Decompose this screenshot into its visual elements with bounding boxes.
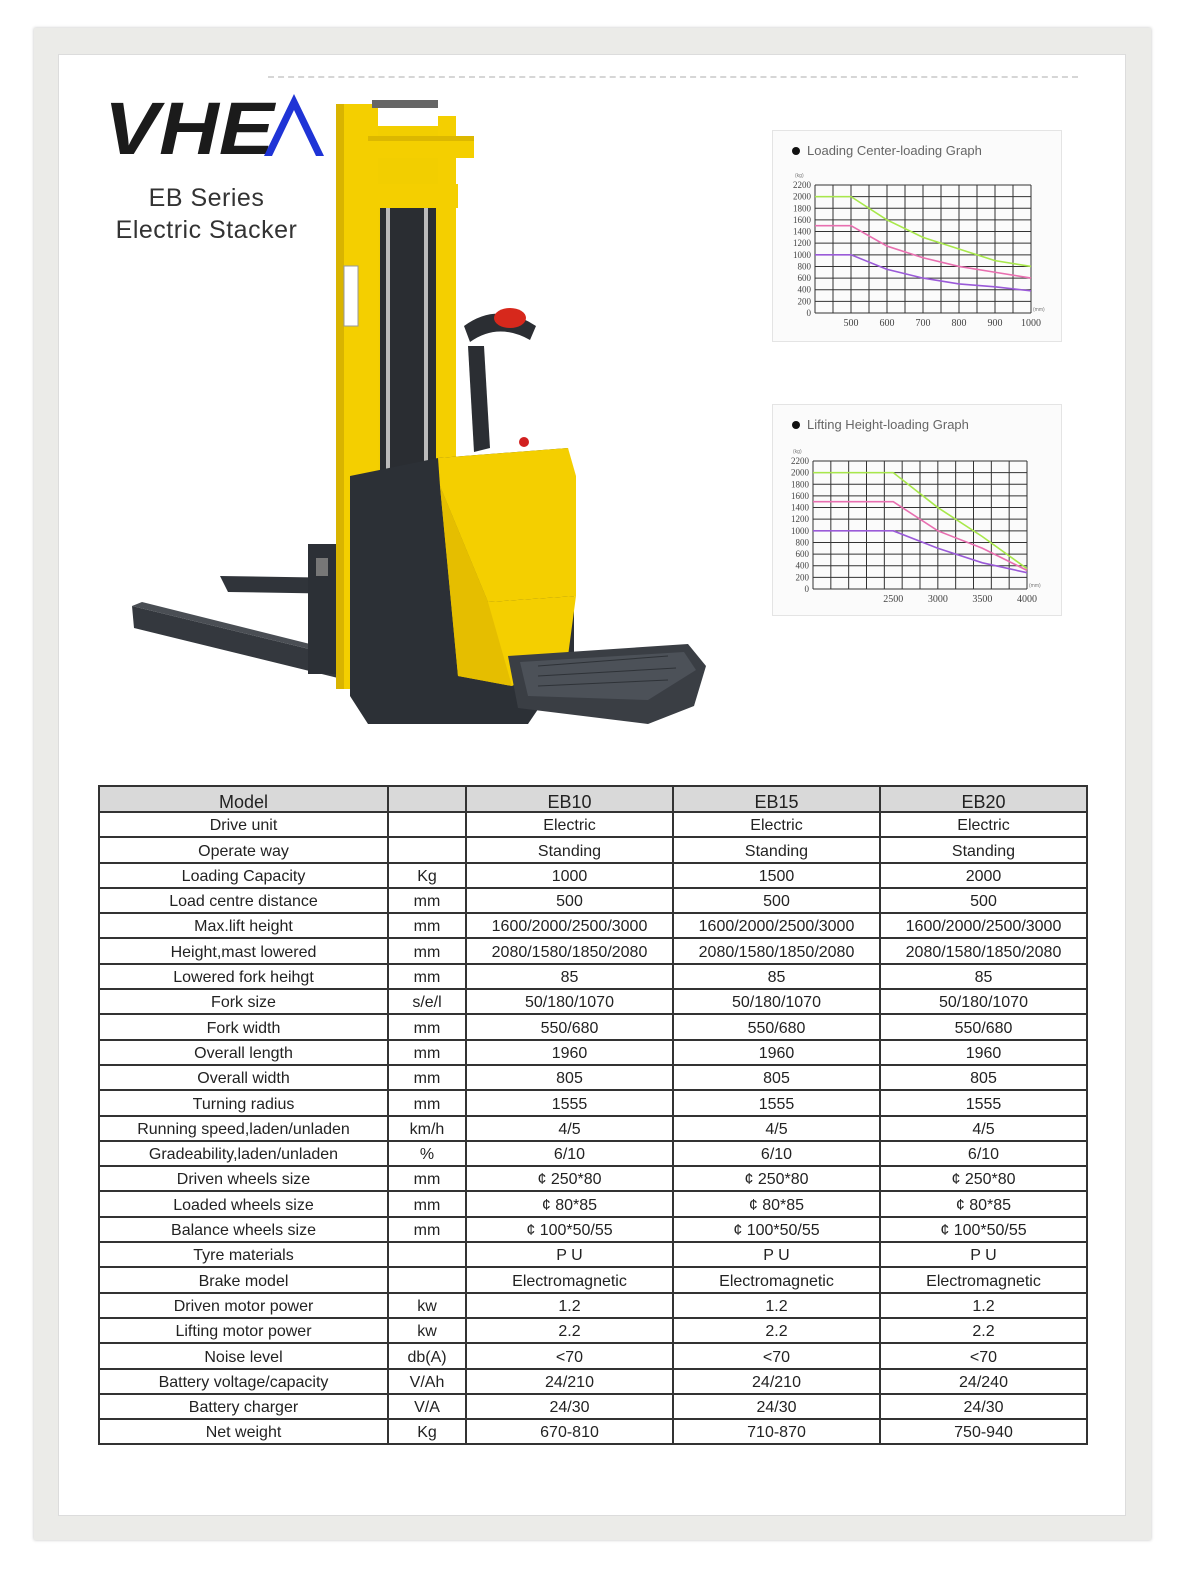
y-tick-label: 400 [797,284,811,295]
table-cell: % [388,1141,466,1166]
table-row [99,1419,1087,1444]
table-cell [388,837,466,862]
y-tick-label: 2000 [791,467,809,478]
series-title: EB Series [148,184,265,212]
table-cell: 1600/2000/2500/3000 [466,913,673,938]
table-row [99,812,1087,837]
table-cell: 4/5 [466,1116,673,1141]
table-cell: <70 [466,1343,673,1368]
table-cell: <70 [880,1343,1087,1368]
table-cell: 50/180/1070 [466,989,673,1014]
graph-title: Lifting Height-loading Graph [807,417,969,432]
table-cell: 24/30 [880,1394,1087,1419]
y-tick-label: 1000 [793,249,811,260]
table-cell: Driven wheels size [99,1166,388,1191]
table-cell: 24/30 [673,1394,880,1419]
table-cell: db(A) [388,1343,466,1368]
y-tick-label: 1800 [791,479,809,490]
x-unit-label: (mm) [1029,583,1041,589]
x-tick-label: 800 [951,318,967,329]
y-unit-label: (kg) [793,449,802,455]
table-cell: 1.2 [673,1293,880,1318]
table-cell: 1555 [880,1090,1087,1115]
table-cell: 50/180/1070 [673,989,880,1014]
y-tick-label: 2200 [793,180,811,190]
table-row [99,1394,1087,1419]
table-cell: 2000 [880,863,1087,888]
y-tick-label: 1200 [791,514,809,525]
table-cell: Loading Capacity [99,863,388,888]
y-tick-label: 1200 [793,238,811,249]
table-cell: ¢ 80*85 [673,1191,880,1216]
table-cell: V/Ah [388,1369,466,1394]
table-cell: <70 [673,1343,880,1368]
table-cell: 85 [880,964,1087,989]
table-cell: 500 [466,888,673,913]
table-cell: 710-870 [673,1419,880,1444]
table-row [99,964,1087,989]
y-tick-label: 800 [797,261,811,272]
table-cell: Balance wheels size [99,1217,388,1242]
table-cell: ¢ 250*80 [880,1166,1087,1191]
table-cell: mm [388,1065,466,1090]
table-cell: Electric [880,812,1087,837]
table-cell: Electric [466,812,673,837]
table-row [99,888,1087,913]
table-cell: 550/680 [466,1014,673,1039]
table-cell [388,1267,466,1292]
y-tick-label: 200 [797,296,811,307]
table-cell: 2.2 [880,1318,1087,1343]
column-header: Model [99,786,388,812]
table-cell: mm [388,1166,466,1191]
x-tick-label: 1000 [1021,318,1041,329]
table-cell: km/h [388,1116,466,1141]
table-cell: 4/5 [880,1116,1087,1141]
table-cell: ¢ 100*50/55 [466,1217,673,1242]
graph-plot [773,131,1061,341]
x-tick-label: 3500 [972,594,993,605]
table-cell: mm [388,1090,466,1115]
y-unit-label: (kg) [795,173,804,179]
table-cell: 805 [673,1065,880,1090]
table-cell [388,1242,466,1267]
table-cell: 2.2 [673,1318,880,1343]
table-row [99,1014,1087,1039]
table-cell: 2080/1580/1850/2080 [880,938,1087,963]
x-unit-label: (mm) [1033,307,1045,313]
y-tick-label: 600 [797,273,811,284]
loading-center-graph [772,130,1062,342]
table-cell: Driven motor power [99,1293,388,1318]
y-tick-label: 800 [795,537,809,548]
y-tick-label: 600 [795,549,809,560]
table-cell: Net weight [99,1419,388,1444]
table-cell: ¢ 80*85 [466,1191,673,1216]
table-header-row [99,786,1087,812]
table-cell: Standing [466,837,673,862]
table-cell: Load centre distance [99,888,388,913]
table-row [99,938,1087,963]
table-cell: Electromagnetic [466,1267,673,1292]
y-tick-label: 0 [806,308,811,318]
table-cell: Noise level [99,1343,388,1368]
table-cell: 24/210 [673,1369,880,1394]
table-cell: mm [388,1040,466,1065]
table-cell: ¢ 250*80 [466,1166,673,1191]
table-cell: 1000 [466,863,673,888]
x-tick-label: 4000 [1017,594,1037,605]
table-cell: 85 [673,964,880,989]
y-tick-label: 2200 [791,456,809,466]
table-cell: Battery voltage/capacity [99,1369,388,1394]
y-tick-label: 1000 [791,525,809,536]
y-tick-label: 1600 [791,490,809,501]
table-cell: Kg [388,863,466,888]
column-header [388,786,466,812]
table-cell: 1.2 [466,1293,673,1318]
table-cell: Electromagnetic [880,1267,1087,1292]
table-cell: 6/10 [466,1141,673,1166]
table-row [99,1065,1087,1090]
table-cell: Standing [673,837,880,862]
table-cell: 85 [466,964,673,989]
x-tick-label: 900 [987,318,1003,329]
table-row [99,1318,1087,1343]
table-cell: ¢ 80*85 [880,1191,1087,1216]
table-cell: 6/10 [673,1141,880,1166]
table-cell: 1600/2000/2500/3000 [880,913,1087,938]
x-tick-label: 700 [915,318,931,329]
table-row [99,863,1087,888]
graph-title: Loading Center-loading Graph [807,143,982,158]
table-cell: 24/210 [466,1369,673,1394]
table-cell: Gradeability,laden/unladen [99,1141,388,1166]
table-cell: Overall width [99,1065,388,1090]
table-cell: mm [388,888,466,913]
column-header: EB10 [466,786,673,812]
y-tick-label: 200 [795,572,809,583]
x-tick-label: 2500 [883,594,904,605]
lifting-height-graph [772,404,1062,616]
table-cell: 550/680 [673,1014,880,1039]
table-cell: 1960 [673,1040,880,1065]
table-cell: 4/5 [673,1116,880,1141]
table-cell: kw [388,1318,466,1343]
table-cell: mm [388,964,466,989]
table-cell: Battery charger [99,1394,388,1419]
column-header: EB15 [673,786,880,812]
table-cell: ¢ 250*80 [673,1166,880,1191]
table-cell: Height,mast lowered [99,938,388,963]
table-cell: Max.lift height [99,913,388,938]
table-cell: 1555 [673,1090,880,1115]
table-cell: 2.2 [466,1318,673,1343]
dashed-divider [268,76,1078,78]
y-tick-label: 1600 [793,214,811,225]
table-cell: mm [388,1014,466,1039]
table-cell: Lowered fork heihgt [99,964,388,989]
spec-table [98,785,1088,1445]
table-cell: 1960 [880,1040,1087,1065]
table-cell: P U [880,1242,1087,1267]
table-cell: 24/30 [466,1394,673,1419]
table-cell: 1555 [466,1090,673,1115]
table-row [99,989,1087,1014]
table-cell: 1.2 [880,1293,1087,1318]
table-row [99,1141,1087,1166]
table-cell: Drive unit [99,812,388,837]
table-cell: Electric [673,812,880,837]
table-cell: 500 [673,888,880,913]
x-tick-label: 600 [879,318,895,329]
table-row [99,837,1087,862]
table-cell: kw [388,1293,466,1318]
y-tick-label: 1400 [791,502,809,513]
table-cell: 50/180/1070 [880,989,1087,1014]
table-cell: V/A [388,1394,466,1419]
product-subtitle: Electric Stacker [115,216,298,244]
table-cell: 1960 [466,1040,673,1065]
table-cell: 805 [880,1065,1087,1090]
y-tick-label: 2000 [793,191,811,202]
table-cell: Fork size [99,989,388,1014]
table-cell: ¢ 100*50/55 [673,1217,880,1242]
x-tick-label: 3000 [927,594,948,605]
table-cell: Fork width [99,1014,388,1039]
electric-stacker-image [128,96,708,731]
table-cell: 500 [880,888,1087,913]
table-cell: Tyre materials [99,1242,388,1267]
table-row [99,1191,1087,1216]
table-cell: 24/240 [880,1369,1087,1394]
logo-text: VHE [104,88,277,160]
table-row [99,1040,1087,1065]
y-tick-label: 0 [804,584,809,594]
table-cell: Loaded wheels size [99,1191,388,1216]
table-cell: Running speed,laden/unladen [99,1116,388,1141]
table-cell: Turning radius [99,1090,388,1115]
table-cell: Standing [880,837,1087,862]
table-row [99,1217,1087,1242]
table-cell: Kg [388,1419,466,1444]
table-row [99,1343,1087,1368]
table-cell [388,812,466,837]
table-cell: mm [388,938,466,963]
table-cell: 805 [466,1065,673,1090]
table-cell: 550/680 [880,1014,1087,1039]
table-cell: 1500 [673,863,880,888]
table-cell: Lifting motor power [99,1318,388,1343]
table-cell: Operate way [99,837,388,862]
table-cell: s/e/l [388,989,466,1014]
table-cell: ¢ 100*50/55 [880,1217,1087,1242]
table-row [99,1242,1087,1267]
x-tick-label: 500 [843,318,859,329]
table-cell: 6/10 [880,1141,1087,1166]
table-cell: 1600/2000/2500/3000 [673,913,880,938]
graph-plot [773,405,1061,615]
y-tick-label: 1800 [793,203,811,214]
table-cell: Brake model [99,1267,388,1292]
table-cell: Electromagnetic [673,1267,880,1292]
table-row [99,1369,1087,1394]
table-row [99,1166,1087,1191]
table-cell: 2080/1580/1850/2080 [673,938,880,963]
table-cell: mm [388,1191,466,1216]
table-cell: 2080/1580/1850/2080 [466,938,673,963]
table-cell: Overall length [99,1040,388,1065]
y-tick-label: 1400 [793,226,811,237]
table-row [99,1090,1087,1115]
table-cell: mm [388,913,466,938]
table-row [99,1293,1087,1318]
table-cell: 750-940 [880,1419,1087,1444]
table-cell: mm [388,1217,466,1242]
table-row [99,1267,1087,1292]
table-row [99,913,1087,938]
y-tick-label: 400 [795,560,809,571]
table-cell: P U [673,1242,880,1267]
table-cell: 670-810 [466,1419,673,1444]
table-cell: P U [466,1242,673,1267]
table-row [99,1116,1087,1141]
column-header: EB20 [880,786,1087,812]
